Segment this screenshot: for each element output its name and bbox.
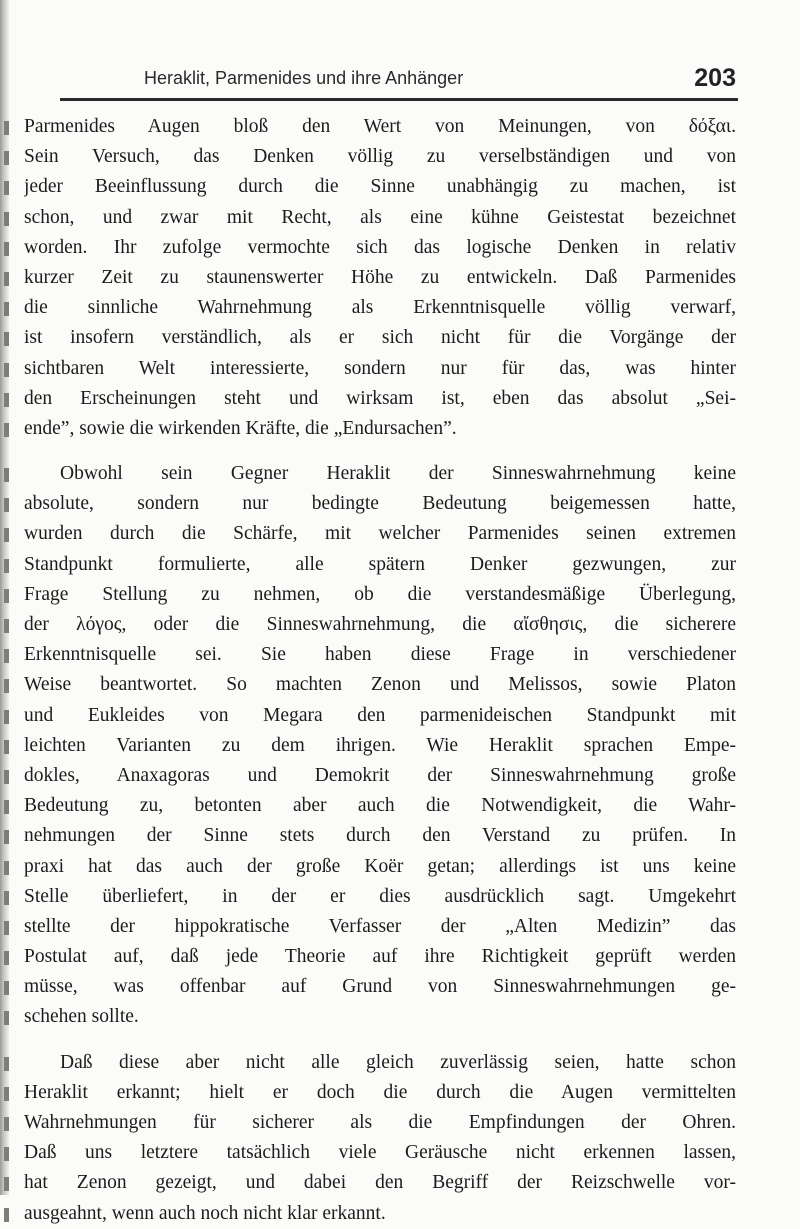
text-line: Weise beantwortet. So machten Zenon und Melissos, sowie Platon — [24, 674, 736, 696]
text-line: Sein Versuch, das Denken völlig zu verselbständigen und von — [24, 146, 736, 168]
header-rule — [60, 98, 738, 101]
scan-edge-mark — [4, 302, 9, 316]
scan-edge-mark — [4, 242, 9, 256]
text-line: schehen sollte. — [24, 1006, 139, 1028]
text-line: hat Zenon gezeigt, und dabei den Begriff der Reizschwelle vor- — [24, 1172, 736, 1194]
text-line: Postulat auf, daß jede Theorie auf ihre Richtigkeit geprüft werden — [24, 946, 736, 968]
scan-edge-mark — [4, 423, 9, 437]
text-line: Obwohl sein Gegner Heraklit der Sinneswahrnehmung keine — [60, 463, 736, 485]
text-line: Parmenides Augen bloß den Wert von Meinungen, von δόξαι. — [24, 116, 736, 137]
text-line: Stelle überliefert, in der er dies ausdrücklich sagt. Umgekehrt — [24, 885, 736, 907]
scan-edge-mark — [4, 1057, 9, 1071]
scan-edge-mark — [4, 498, 9, 512]
scan-edge-mark — [4, 393, 9, 407]
text-line: stellte der hippokratische Verfasser der „Alten Medizin” das — [24, 915, 736, 937]
text-line: Bedeutung zu, betonten aber auch die Notwendigkeit, die Wahr- — [24, 795, 736, 817]
paragraph-1 — [24, 112, 736, 444]
scan-edge-mark — [4, 272, 9, 286]
scan-edge-mark — [4, 921, 9, 935]
text-line: müsse, was offenbar auf Grund von Sinneswahrnehmungen ge- — [24, 976, 736, 998]
scan-edge-mark — [4, 951, 9, 965]
scan-edge-mark — [4, 861, 9, 875]
scan-edge-mark — [4, 181, 9, 195]
scan-edge-mark — [4, 151, 9, 165]
scan-edge-mark — [4, 800, 9, 814]
text-line: und Eukleides von Megara den parmenideischen Standpunkt mit — [24, 704, 736, 726]
page-header — [60, 64, 736, 94]
text-line: Frage Stellung zu nehmen, ob die verstandesmäßige Überlegung, — [24, 583, 736, 605]
scan-edge-mark — [4, 830, 9, 844]
running-title: Heraklit, Parmenides und ihre Anhänger — [144, 68, 464, 88]
text-line: Erkenntnisquelle sei. Sie haben diese Frage in verschiedener — [24, 644, 736, 666]
text-line: ist insofern verständlich, als er sich nicht für die Vorgänge der — [24, 327, 736, 349]
scan-edge-mark — [4, 1147, 9, 1161]
text-line: den Erscheinungen steht und wirksam ist, eben das absolut „Sei- — [24, 387, 736, 409]
scan-edge-mark — [4, 679, 9, 693]
scan-edge-mark — [4, 740, 9, 754]
text-line: worden. Ihr zufolge vermochte sich das logische Denken in relativ — [24, 236, 736, 258]
scan-edge-mark — [4, 589, 9, 603]
text-line: sichtbaren Welt interessierte, sondern nur für das, was hinter — [24, 357, 736, 379]
text-line: praxi hat das auch der große Koër getan; allerdings ist uns keine — [24, 855, 736, 877]
scan-edge-mark — [4, 468, 9, 482]
scan-edge-mark — [4, 363, 9, 377]
text-line: absolute, sondern nur bedingte Bedeutung beigemessen hatte, — [24, 493, 736, 515]
scan-edge-mark — [4, 619, 9, 633]
scan-edge-mark — [4, 770, 9, 784]
scan-edge-mark — [4, 1208, 9, 1222]
text-line: der λόγος, oder die Sinneswahrnehmung, die αἴσθησις, die sicherere — [24, 614, 736, 635]
paragraph-3 — [24, 1048, 736, 1229]
text-line: ausgeahnt, wenn auch noch nicht klar erkannt. — [24, 1202, 386, 1224]
scan-edge-mark — [4, 891, 9, 905]
page-number: 203 — [694, 64, 736, 92]
scan-edge-mark — [4, 121, 9, 135]
scan-edge-mark — [4, 528, 9, 542]
scan-edge-mark — [4, 710, 9, 724]
scan-edge-mark — [4, 1011, 9, 1025]
text-line: wurden durch die Schärfe, mit welcher Parmenides seinen extremen — [24, 523, 736, 545]
text-line: Daß diese aber nicht alle gleich zuverlässig seien, hatte schon — [60, 1051, 736, 1073]
text-line: Standpunkt formulierte, alle spätern Denker gezwungen, zur — [24, 553, 736, 575]
scan-edge-mark — [4, 1117, 9, 1131]
text-line: Heraklit erkannt; hielt er doch die durch die Augen vermittelten — [24, 1081, 736, 1103]
scan-edge-mark — [4, 559, 9, 573]
scan-edge-mark — [4, 649, 9, 663]
text-line: nehmungen der Sinne stets durch den Verstand zu prüfen. In — [24, 825, 736, 847]
scan-edge-mark — [4, 981, 9, 995]
paragraph-2 — [24, 459, 736, 1033]
text-line: dokles, Anaxagoras und Demokrit der Sinneswahrnehmung große — [24, 764, 736, 786]
scan-edge-mark — [4, 1177, 9, 1191]
scan-edge-mark — [4, 1087, 9, 1101]
text-line: kurzer Zeit zu staunenswerter Höhe zu entwickeln. Daß Parmenides — [24, 266, 736, 288]
text-line: die sinnliche Wahrnehmung als Erkenntnisquelle völlig verwarf, — [24, 297, 736, 319]
text-line: schon, und zwar mit Recht, als eine kühne Geistestat bezeichnet — [24, 206, 736, 228]
scan-edge-mark — [4, 212, 9, 226]
scan-edge-mark — [4, 332, 9, 346]
text-line: leichten Varianten zu dem ihrigen. Wie Heraklit sprachen Empe- — [24, 734, 736, 756]
body-text — [24, 112, 736, 1229]
text-line: jeder Beeinflussung durch die Sinne unabhängig zu machen, ist — [24, 176, 736, 198]
text-line: Wahrnehmungen für sicherer als die Empfindungen der Ohren. — [24, 1112, 736, 1133]
text-line: Daß uns letztere tatsächlich viele Geräusche nicht erkennen lassen, — [24, 1142, 736, 1164]
text-line: ende”, sowie die wirkenden Kräfte, die „Endursachen”. — [24, 417, 457, 439]
